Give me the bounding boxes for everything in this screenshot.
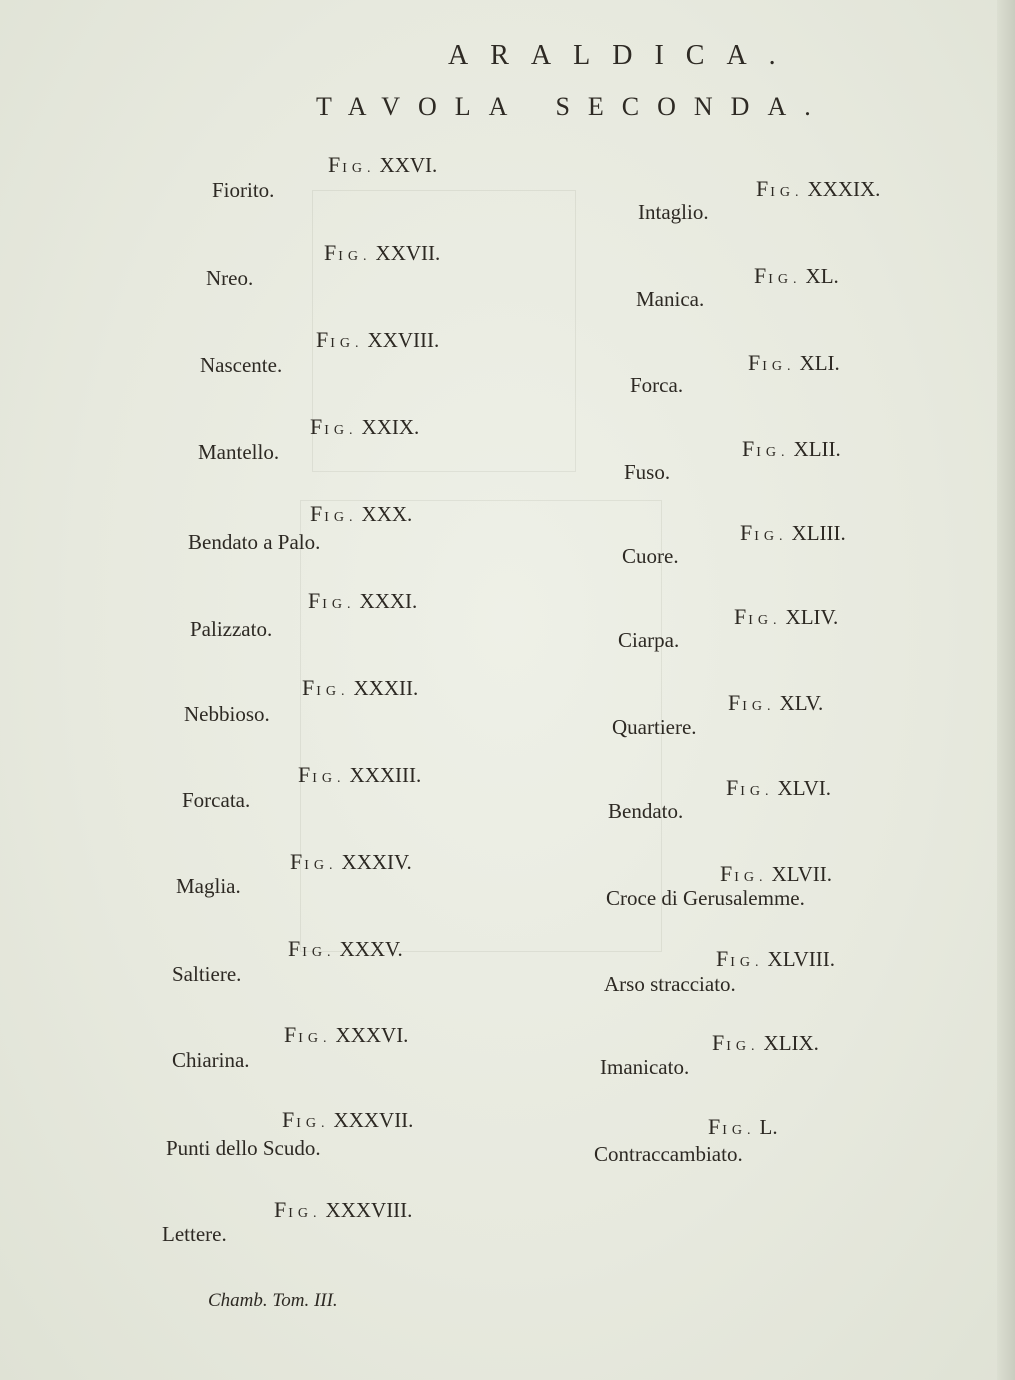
fig-number: FIG. XLVIII.	[716, 946, 835, 971]
fig-label: Chiarina.	[172, 1048, 250, 1072]
fig-number: FIG. XLIX.	[712, 1030, 819, 1055]
fig-label: Maglia.	[176, 874, 241, 898]
fig-number: FIG. XXVII.	[324, 240, 441, 265]
fig-label: Mantello.	[198, 440, 280, 464]
fig-number: FIG. XLIII.	[740, 520, 846, 545]
fig-label: Imanicato.	[600, 1055, 690, 1079]
fig-number: FIG. XXXVII.	[282, 1107, 414, 1132]
fig-label: Manica.	[636, 287, 705, 311]
fig-number: FIG. XXXVIII.	[274, 1197, 413, 1222]
page-subtitle	[316, 92, 829, 122]
fig-label: Forcata.	[182, 788, 251, 812]
fig-number: FIG. XXXI.	[308, 588, 418, 613]
fig-label: Fiorito.	[212, 178, 275, 202]
fig-number: FIG. XXX.	[310, 501, 413, 526]
fig-label: Croce di Gerusalemme.	[606, 886, 805, 910]
fig-number: FIG. XXXIII.	[298, 762, 422, 787]
fig-label: Intaglio.	[638, 200, 709, 224]
fig-number: FIG. XLVII.	[720, 861, 832, 886]
subtitle-right: SECONDA.	[555, 92, 829, 121]
fig-number: FIG. XLII.	[742, 436, 841, 461]
fig-label: Bendato.	[608, 799, 684, 823]
fig-label: Arso stracciato.	[604, 972, 736, 996]
fig-label: Forca.	[630, 373, 684, 397]
fig-label: Punti dello Scudo.	[166, 1136, 321, 1160]
fig-label: Quartiere.	[612, 715, 697, 739]
fig-label: Nebbioso.	[184, 702, 270, 726]
subtitle-left: TAVOLA	[316, 92, 526, 121]
fig-number: FIG. XXXIV.	[290, 849, 412, 874]
fig-number: FIG. XLIV.	[734, 604, 839, 629]
fig-number: FIG. XXXV.	[288, 936, 403, 961]
fig-number: FIG. XXXII.	[302, 675, 419, 700]
fig-number: FIG. XXVIII.	[316, 327, 440, 352]
fig-label: Fuso.	[624, 460, 671, 484]
fig-number: FIG. XXIX.	[310, 414, 420, 439]
page-edge	[997, 0, 1015, 1380]
footer-signature: Chamb. Tom. III.	[208, 1290, 338, 1311]
fig-label: Cuore.	[622, 544, 679, 568]
fig-label: Lettere.	[162, 1222, 227, 1246]
fig-number: FIG. XXXVI.	[284, 1022, 409, 1047]
fig-number: FIG. XLI.	[748, 350, 840, 375]
fig-label: Palizzato.	[190, 617, 273, 641]
fig-label: Nascente.	[200, 353, 283, 377]
fig-number: FIG. L.	[708, 1114, 778, 1139]
fig-label: Contraccambiato.	[594, 1142, 743, 1166]
fig-label: Saltiere.	[172, 962, 242, 986]
fig-number: FIG. XL.	[754, 263, 839, 288]
fig-label: Bendato a Palo.	[188, 530, 321, 554]
fig-number: FIG. XLVI.	[726, 775, 832, 800]
fig-number: FIG. XLV.	[728, 690, 824, 715]
fig-number: FIG. XXXIX.	[756, 176, 881, 201]
fig-label: Ciarpa.	[618, 628, 680, 652]
fig-number: FIG. XXVI.	[328, 152, 438, 177]
fig-label: Nreo.	[206, 266, 254, 290]
page-title: ARALDICA.	[448, 40, 798, 71]
bleed-through-frame	[300, 500, 662, 952]
